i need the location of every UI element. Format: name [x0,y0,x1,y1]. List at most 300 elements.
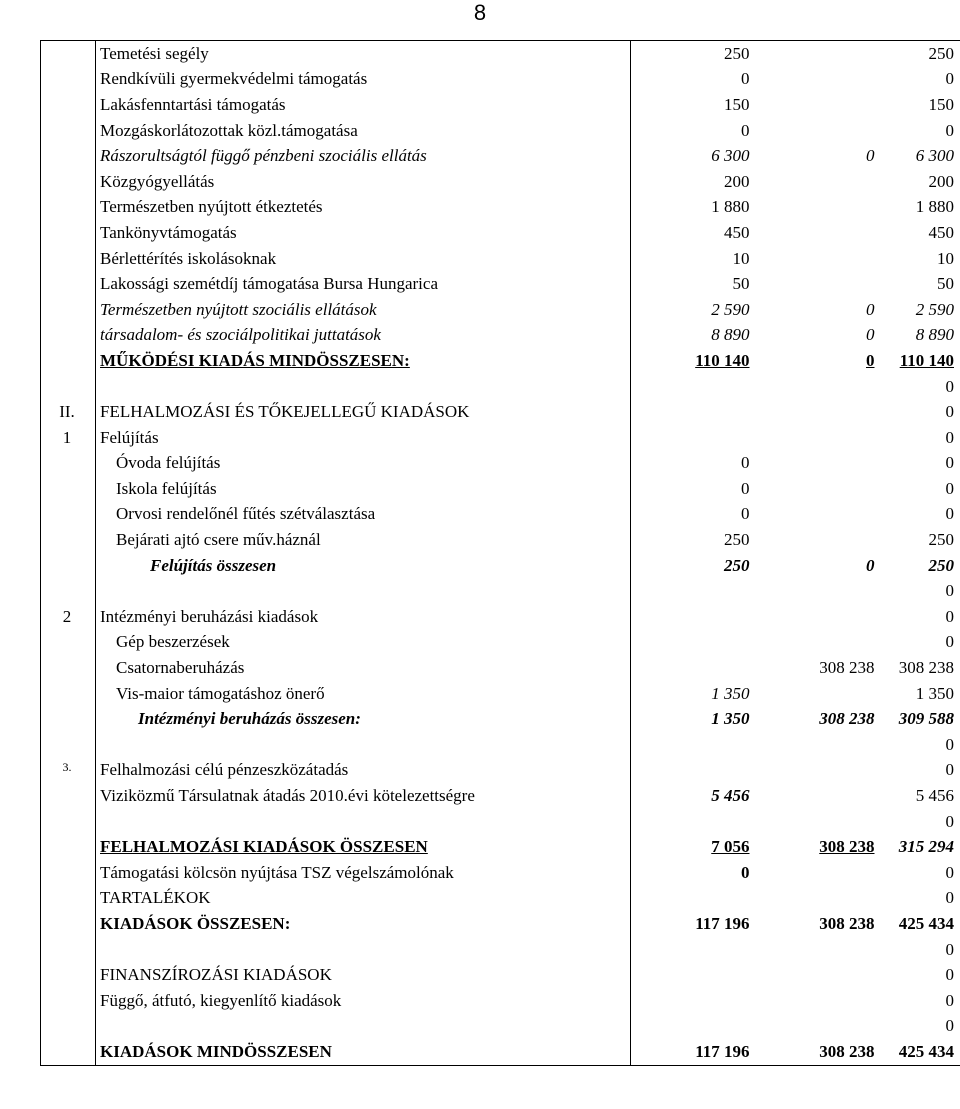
row-value-modified-text: 308 238 [898,658,954,678]
row-value-modified [881,1039,960,1065]
row-value-modified [881,271,960,297]
row-value-modification [756,911,881,937]
row-value-modification [756,758,881,784]
row-value-modification [756,1039,881,1065]
row-value-original-text: 1 880 [711,197,750,217]
row-index [41,655,96,681]
row-value-original-text: 200 [724,171,750,191]
row-label-text: Lakásfenntartási támogatás [100,94,286,114]
table-row [41,502,960,528]
table-row [41,323,960,349]
row-value-modified [881,425,960,451]
table-row [41,143,960,169]
row-value-modification [756,655,881,681]
row-value-modified [881,67,960,93]
row-value-modification-text: 308 238 [819,658,875,678]
row-label-text: Gép beszerzések [116,632,230,652]
table-row [41,706,960,732]
row-label [96,1039,631,1065]
row-value-original [631,809,756,835]
row-value-original-text: 117 196 [695,913,750,933]
row-value-original [631,502,756,528]
row-value-original-text: 7 056 [711,837,750,857]
row-label [96,578,631,604]
row-value-modification [756,502,881,528]
row-value-original-text: 0 [741,504,750,524]
row-value-modified-text: 250 [928,555,954,575]
row-label [96,92,631,118]
row-value-modification [756,118,881,144]
row-value-original [631,655,756,681]
row-index [41,271,96,297]
row-value-modification [756,297,881,323]
row-label [96,962,631,988]
row-value-modification [756,425,881,451]
row-label-text: Viziközmű Társulatnak átadás 2010.évi kötelezettségre [100,786,475,806]
table-row [41,783,960,809]
row-value-original [631,911,756,937]
row-value-modified-text: 0 [945,376,954,396]
row-label [96,553,631,579]
table-row [41,886,960,912]
row-value-original-text: 250 [724,555,750,575]
row-value-modification [756,220,881,246]
row-value-modified [881,41,960,67]
row-label [96,630,631,656]
row-value-original-text: 10 [732,248,750,268]
row-index [41,451,96,477]
row-label [96,809,631,835]
row-value-modification [756,41,881,67]
row-value-modified-text: 250 [928,43,954,63]
row-label [96,655,631,681]
row-value-original [631,92,756,118]
row-value-modified [881,681,960,707]
row-label [96,374,631,400]
row-index [41,732,96,758]
row-value-modified-text: 0 [945,402,954,422]
row-label [96,860,631,886]
row-value-modified-text: 425 434 [898,913,954,933]
row-value-original [631,1014,756,1040]
table-row [41,118,960,144]
row-value-modified [881,578,960,604]
row-value-modification [756,783,881,809]
row-value-modified [881,860,960,886]
row-value-original [631,527,756,553]
row-value-modified [881,706,960,732]
row-label [96,41,631,67]
table-row [41,1039,960,1065]
row-value-original [631,476,756,502]
table-row [41,246,960,272]
row-value-modification [756,553,881,579]
row-value-original [631,374,756,400]
row-label [96,399,631,425]
row-label [96,732,631,758]
row-index [41,886,96,912]
row-value-original [631,886,756,912]
row-label [96,143,631,169]
row-index [41,758,96,784]
table-row [41,348,960,374]
row-value-modification [756,374,881,400]
row-value-modification [756,809,881,835]
row-value-original [631,143,756,169]
row-label-text: Lakossági szemétdíj támogatása Bursa Hungarica [100,274,438,294]
row-label-text: Közgyógyellátás [100,171,215,191]
row-label-text: Óvoda felújítás [116,453,221,473]
expenditure-table-body [41,41,960,1066]
row-label-text: Csatornaberuházás [116,658,245,678]
table-row [41,681,960,707]
row-label-text: FELHALMOZÁSI ÉS TŐKEJELLEGŰ KIADÁSOK [100,402,470,422]
row-value-modified-text: 0 [945,504,954,524]
row-value-original [631,604,756,630]
table-row [41,553,960,579]
row-label [96,297,631,323]
row-value-modified-text: 0 [945,888,954,908]
row-value-original-text: 1 350 [711,683,750,703]
row-value-modified [881,476,960,502]
row-label [96,169,631,195]
row-value-modification [756,578,881,604]
table-row [41,962,960,988]
row-value-original-text: 0 [741,453,750,473]
row-value-modification [756,246,881,272]
row-index [41,681,96,707]
table-row [41,988,960,1014]
table-row [41,297,960,323]
row-index [41,118,96,144]
row-value-original [631,348,756,374]
row-label [96,451,631,477]
row-value-modified [881,399,960,425]
row-label-text: Felhalmozási célú pénzeszközátadás [100,760,349,780]
row-label [96,502,631,528]
row-value-original [631,246,756,272]
row-value-modified-text: 200 [928,171,954,191]
row-label [96,911,631,937]
page-number: 8 [473,0,487,25]
table-row [41,271,960,297]
row-value-original [631,195,756,221]
row-label [96,348,631,374]
row-value-original [631,783,756,809]
row-value-modified [881,195,960,221]
row-value-modification [756,886,881,912]
row-value-modified [881,809,960,835]
row-value-modified [881,886,960,912]
row-index [41,143,96,169]
row-value-modified [881,553,960,579]
row-label [96,425,631,451]
row-value-modified-text: 0 [945,453,954,473]
table-row [41,425,960,451]
row-label [96,118,631,144]
row-value-modified-text: 10 [937,248,954,268]
row-value-modified-text: 0 [945,939,954,959]
row-value-modified-text: 0 [945,581,954,601]
row-label-text: Intézményi beruházás összesen: [138,709,361,729]
row-label [96,246,631,272]
row-label [96,1014,631,1040]
row-value-original [631,578,756,604]
row-label-text: Iskola felújítás [116,478,217,498]
row-value-modified [881,118,960,144]
row-value-modification-text: 0 [866,350,875,370]
row-value-modified [881,92,960,118]
row-value-modification [756,323,881,349]
row-index [41,630,96,656]
row-value-modification-text: 0 [866,325,875,345]
row-value-modification [756,92,881,118]
row-label [96,67,631,93]
row-value-modification [756,1014,881,1040]
row-value-original-text: 8 890 [711,325,750,345]
row-value-modification-text: 308 238 [819,913,875,933]
row-value-modified-text: 0 [945,990,954,1010]
row-index [41,962,96,988]
row-value-original [631,732,756,758]
row-label-text: Természetben nyújtott étkeztetés [100,197,323,217]
row-value-original-text: 5 456 [711,786,750,806]
row-value-original-text: 0 [741,478,750,498]
row-value-modification [756,348,881,374]
row-value-modified [881,527,960,553]
row-value-modified-text: 315 294 [898,837,954,857]
row-value-original [631,297,756,323]
row-label [96,220,631,246]
row-value-original [631,118,756,144]
row-value-modified [881,143,960,169]
row-value-original [631,67,756,93]
row-value-original-text: 50 [732,274,750,294]
row-label-text: Intézményi beruházási kiadások [100,606,319,626]
row-value-original [631,425,756,451]
row-index [41,67,96,93]
row-value-modified [881,962,960,988]
row-value-modified [881,604,960,630]
table-row [41,169,960,195]
row-index [41,502,96,528]
row-value-modified-text: 450 [928,222,954,242]
row-label-text: Rászorultságtól függő pénzbeni szociális ellátás [100,146,427,166]
row-index [41,1014,96,1040]
table-row [41,732,960,758]
row-value-modified-text: 0 [945,606,954,626]
row-index-text: 1 [62,427,72,447]
table-row [41,476,960,502]
row-index [41,92,96,118]
row-value-modified [881,630,960,656]
table-row [41,220,960,246]
row-index-text: II. [59,402,75,422]
table-row [41,374,960,400]
row-value-original [631,271,756,297]
row-label [96,937,631,963]
row-value-original-text: 450 [724,222,750,242]
row-label [96,783,631,809]
row-value-original-text: 117 196 [695,1041,750,1061]
table-row [41,1014,960,1040]
row-value-original [631,706,756,732]
row-value-modification [756,604,881,630]
row-value-modified [881,655,960,681]
table-row [41,451,960,477]
table-row [41,809,960,835]
row-value-original [631,553,756,579]
row-value-original [631,962,756,988]
table-row [41,604,960,630]
row-index [41,553,96,579]
row-value-modification [756,476,881,502]
row-label-text: Bejárati ajtó csere műv.háznál [116,530,321,550]
row-label-text: Bérlettérítés iskolásoknak [100,248,277,268]
row-value-modified-text: 250 [928,530,954,550]
row-value-modified-text: 0 [945,811,954,831]
row-label-text: TARTALÉKOK [100,888,211,908]
row-index [41,578,96,604]
row-value-modified-text: 309 588 [898,709,954,729]
row-value-original-text: 110 140 [695,350,750,370]
row-index [41,937,96,963]
row-value-modification [756,706,881,732]
row-index [41,476,96,502]
row-value-modification-text: 0 [866,555,875,575]
row-value-original [631,323,756,349]
row-label-text: Orvosi rendelőnél fűtés szétválasztása [116,504,376,524]
row-label-text: Felújítás [100,427,159,447]
row-index [41,783,96,809]
row-value-modification [756,527,881,553]
row-index [41,297,96,323]
row-value-modified-text: 0 [945,427,954,447]
row-value-modified-text: 425 434 [898,1041,954,1061]
row-index [41,220,96,246]
row-label-text: Vis-maior támogatáshoz önerő [116,683,325,703]
row-label [96,476,631,502]
row-value-original-text: 6 300 [711,146,750,166]
row-label-text: Tankönyvtámogatás [100,222,237,242]
row-value-original [631,860,756,886]
table-row [41,758,960,784]
row-value-original [631,220,756,246]
table-row [41,655,960,681]
row-value-modified-text: 0 [945,632,954,652]
row-value-original-text: 250 [724,530,750,550]
row-label [96,323,631,349]
row-value-modification [756,681,881,707]
row-label-text: MŰKÖDÉSI KIADÁS MINDÖSSZESEN: [100,350,410,370]
row-value-modified [881,348,960,374]
row-value-modified-text: 2 590 [915,299,954,319]
row-label-text: KIADÁSOK MINDÖSSZESEN [100,1041,332,1061]
row-index [41,41,96,67]
row-value-modified [881,246,960,272]
row-value-original [631,41,756,67]
row-label-text: Rendkívüli gyermekvédelmi támogatás [100,69,368,89]
row-value-modified-text: 1 880 [915,197,954,217]
row-label-text: FELHALMOZÁSI KIADÁSOK ÖSSZESEN [100,837,428,857]
row-value-modification [756,195,881,221]
row-label-text: Mozgáskorlátozottak közl.támogatása [100,120,358,140]
table-row [41,834,960,860]
row-value-modified-text: 1 350 [915,683,954,703]
row-value-original [631,988,756,1014]
row-value-modified [881,323,960,349]
row-value-modified [881,297,960,323]
row-value-modified-text: 0 [945,760,954,780]
row-value-original [631,630,756,656]
row-value-modification [756,962,881,988]
row-value-modified [881,502,960,528]
table-row [41,92,960,118]
row-value-modification [756,988,881,1014]
row-label [96,681,631,707]
row-value-original [631,399,756,425]
table-row [41,527,960,553]
row-value-modification-text: 0 [866,146,875,166]
row-value-modification [756,399,881,425]
row-index-text: 2 [62,606,72,626]
row-index [41,834,96,860]
table-row [41,578,960,604]
row-value-modified [881,169,960,195]
row-index [41,169,96,195]
row-value-modified-text: 110 140 [899,350,954,370]
row-value-modified [881,988,960,1014]
row-index [41,374,96,400]
row-label [96,527,631,553]
row-value-modification [756,937,881,963]
row-value-modification [756,271,881,297]
row-value-original [631,169,756,195]
row-value-original-text: 150 [724,94,750,114]
row-value-modified-text: 0 [945,69,954,89]
row-index [41,706,96,732]
row-label [96,758,631,784]
row-index-text: 3. [62,760,72,775]
row-value-modified-text: 5 456 [915,786,954,806]
row-label [96,706,631,732]
row-value-modification [756,67,881,93]
row-value-modified [881,732,960,758]
row-value-original-text: 250 [724,43,750,63]
row-label [96,271,631,297]
row-value-modified [881,911,960,937]
row-value-modified [881,937,960,963]
row-index [41,604,96,630]
row-label [96,886,631,912]
row-value-original [631,834,756,860]
table-row [41,937,960,963]
row-value-modified [881,374,960,400]
table-row [41,67,960,93]
row-value-modification [756,732,881,758]
row-value-modification [756,143,881,169]
row-index [41,425,96,451]
row-value-modified [881,1014,960,1040]
row-index [41,911,96,937]
row-value-modified [881,220,960,246]
row-index [41,809,96,835]
row-value-original-text: 0 [741,69,750,89]
row-index [41,348,96,374]
row-value-modification [756,451,881,477]
row-value-original-text: 0 [741,862,750,882]
row-index [41,988,96,1014]
